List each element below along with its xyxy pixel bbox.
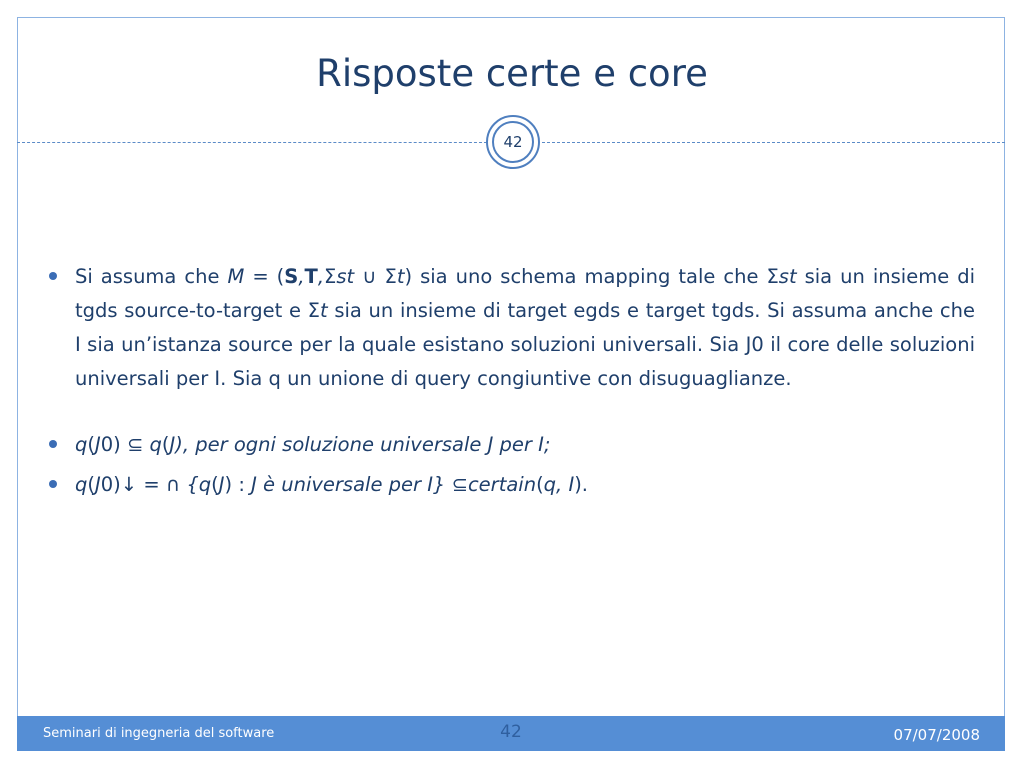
bullet-dot bbox=[49, 272, 57, 280]
page-number-badge bbox=[486, 115, 540, 169]
text-span: J bbox=[95, 473, 101, 496]
text-span: 0) bbox=[100, 433, 127, 456]
text-span: J bbox=[95, 433, 101, 456]
text-span: ( bbox=[87, 433, 95, 456]
title-divider-right bbox=[542, 142, 1005, 143]
text-span: st bbox=[778, 265, 797, 288]
bullet-3 bbox=[45, 468, 975, 502]
text-span: ⊆ bbox=[445, 473, 468, 496]
bullet-2-text bbox=[75, 428, 975, 462]
text-span: S bbox=[284, 265, 299, 288]
text-span: ( bbox=[536, 473, 544, 496]
text-span: ), per ogni soluzione universale J per I; bbox=[175, 433, 551, 456]
text-span: Σ bbox=[324, 265, 337, 288]
bullet-3-text bbox=[75, 468, 975, 502]
text-span: ( bbox=[211, 473, 219, 496]
text-span: t bbox=[396, 265, 405, 288]
text-span: = ∩ bbox=[137, 473, 187, 496]
text-span: ) : bbox=[224, 473, 252, 496]
bullet-1 bbox=[45, 260, 975, 396]
text-span: sia un insieme di tgds source-to-target e Σ bbox=[75, 265, 976, 322]
text-span: ∪ bbox=[362, 265, 377, 288]
text-span bbox=[354, 265, 362, 288]
text-span: q bbox=[143, 433, 162, 456]
text-span: T bbox=[304, 265, 318, 288]
text-span: q bbox=[75, 433, 88, 456]
text-span: Si assuma che bbox=[75, 265, 228, 288]
text-span: q, I bbox=[543, 473, 575, 496]
text-span: ). bbox=[574, 473, 589, 496]
text-span: sia un insieme di target egds e target tgds. Si assuma anche che I sia un’istanza source per la quale esistano soluzioni universali. Sia J0 il core delle soluzioni universali per I. Sia q un unione di query congiuntive con disuguaglianze. bbox=[75, 299, 976, 390]
footer-presentation-title: Seminari di ingegneria del software bbox=[43, 726, 275, 741]
bullet-dot bbox=[49, 440, 57, 448]
page-number: 42 bbox=[492, 121, 534, 163]
slide-footer bbox=[17, 716, 1005, 751]
footer-date: 07/07/2008 bbox=[893, 726, 980, 744]
text-span: ↓ bbox=[120, 473, 138, 496]
text-span: q bbox=[75, 473, 88, 496]
bullet-dot bbox=[49, 480, 57, 488]
text-span: certain bbox=[467, 473, 537, 496]
slide-content bbox=[45, 260, 975, 502]
text-span: ( bbox=[87, 473, 95, 496]
text-span: 0) bbox=[100, 473, 121, 496]
bullet-2 bbox=[45, 428, 975, 462]
text-span: = ( bbox=[244, 265, 285, 288]
text-span: J è universale per I} bbox=[251, 473, 446, 496]
text-span: ⊆ bbox=[126, 433, 144, 456]
bullet-1-text bbox=[75, 260, 975, 396]
text-span: st bbox=[336, 265, 355, 288]
text-span: , bbox=[317, 265, 325, 288]
text-span: ( bbox=[161, 433, 170, 456]
text-span: M bbox=[227, 265, 245, 288]
text-span: Σ bbox=[376, 265, 397, 288]
text-span: J bbox=[169, 433, 176, 456]
text-span: J bbox=[218, 473, 225, 496]
slide-title: Risposte certe e core bbox=[316, 52, 708, 95]
text-span: t bbox=[320, 299, 328, 322]
text-span: ) sia uno schema mapping tale che Σ bbox=[404, 265, 779, 288]
footer-page-number: 42 bbox=[500, 722, 522, 742]
text-span: {q bbox=[186, 473, 212, 496]
title-divider-left bbox=[17, 142, 487, 143]
text-span: , bbox=[298, 265, 305, 288]
